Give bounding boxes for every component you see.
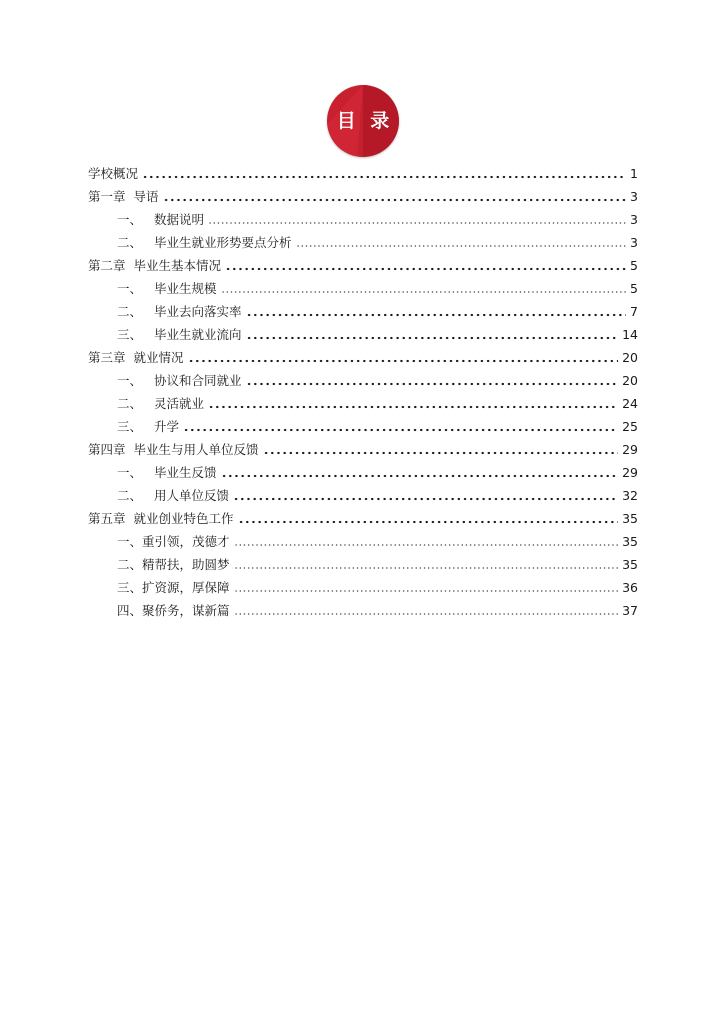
toc-entry-label: 毕业生就业流向 [154,327,242,342]
toc-dot-leader [234,558,619,570]
toc-entry-label-group [88,326,242,343]
toc-entry-page-number: 35 [622,534,638,549]
toc-dot-leader [208,397,618,409]
toc-entry-label: 重引领，茂德才 [142,534,230,549]
toc-entry-label: 就业情况 [133,350,184,365]
toc-entry-page-number: 20 [622,373,638,388]
toc-entry[interactable] [88,159,638,182]
toc-entry-number: 第三章 [88,350,126,365]
toc-entry-page-number: 29 [622,465,638,480]
toc-entry-number: 二、 [117,557,143,572]
toc-entry-page-number: 25 [622,419,638,434]
toc-dot-leader [233,489,618,501]
toc-entry[interactable] [88,527,638,550]
toc-dot-leader [163,190,626,202]
toc-entry[interactable] [88,274,638,297]
toc-entry-label: 就业创业特色工作 [133,511,234,526]
toc-entry-label-group [88,510,234,527]
toc-entry[interactable] [88,228,638,251]
toc-entry[interactable] [88,550,638,573]
toc-entry-label: 协议和合同就业 [154,373,242,388]
toc-dot-leader [188,351,619,363]
toc-dot-leader [238,512,619,524]
toc-entry-number: 第一章 [88,189,126,204]
toc-entry-number: 三、 [117,419,143,434]
toc-entry[interactable] [88,504,638,527]
toc-title-badge [327,85,399,157]
toc-entry-number: 第五章 [88,511,126,526]
toc-entry[interactable] [88,573,638,596]
toc-entry-label-group [88,280,217,297]
toc-entry-label-group [88,349,184,366]
toc-title: 目 录 [336,110,394,132]
toc-dot-leader [246,305,626,317]
toc-entry-label: 毕业生就业形势要点分析 [154,235,292,250]
toc-entry[interactable] [88,366,638,389]
toc-entry-page-number: 32 [622,488,638,503]
toc-entry-label-group [88,165,138,182]
toc-entry-page-number: 3 [630,235,638,250]
toc-entry-label: 扩资源，厚保障 [142,580,230,595]
toc-entry-label: 精帮扶，助圆梦 [142,557,230,572]
toc-entry-number: 一、 [117,534,143,549]
toc-dot-leader [234,581,619,593]
toc-entry-label: 升学 [154,419,180,434]
toc-entry-page-number: 36 [622,580,638,595]
toc-entry-page-number: 35 [622,557,638,572]
toc-dot-leader [142,167,626,179]
toc-entry-number: 一、 [117,465,143,480]
toc-entry-page-number: 7 [630,304,638,319]
toc-entry[interactable] [88,389,638,412]
toc-entry[interactable] [88,320,638,343]
toc-entry-number: 三、 [117,327,143,342]
toc-entry-label-group [88,464,217,481]
toc-dot-leader [221,466,619,478]
toc-entry-label-group [88,487,229,504]
toc-entry[interactable] [88,596,638,619]
toc-entry-label-group [88,257,221,274]
toc-entry-number: 第二章 [88,258,126,273]
toc-entry[interactable] [88,205,638,228]
toc-entry-page-number: 14 [622,327,638,342]
toc-dot-leader [246,374,619,386]
toc-dot-leader [208,213,626,225]
toc-dot-leader [296,236,626,248]
toc-entry-label-group [88,303,242,320]
toc-entry-label: 毕业生规模 [154,281,217,296]
toc-entry-label: 数据说明 [154,212,205,227]
toc-entry-page-number: 3 [630,212,638,227]
toc-dot-leader [221,282,626,294]
toc-entry-page-number: 3 [630,189,638,204]
toc-entry-label-group [88,556,230,573]
toc-entry-label: 导语 [133,189,159,204]
toc-entry-label-group [88,234,292,251]
toc-dot-leader [246,328,619,340]
toc-entry[interactable] [88,481,638,504]
toc-entry-page-number: 5 [630,281,638,296]
toc-entry[interactable] [88,182,638,205]
toc-dot-leader [234,604,619,616]
toc-entry-label: 灵活就业 [154,396,205,411]
toc-dot-leader [225,259,626,271]
toc-dot-leader [263,443,619,455]
table-of-contents [88,159,638,619]
toc-entry-label: 学校概况 [88,166,139,181]
toc-entry-label-group [88,372,242,389]
toc-entry-label-group [88,533,230,550]
toc-entry-label-group [88,418,179,435]
toc-entry-number: 二、 [117,235,143,250]
toc-entry-page-number: 37 [622,603,638,618]
toc-entry-page-number: 1 [630,166,638,181]
toc-dot-leader [183,420,618,432]
toc-entry-label-group [88,579,230,596]
toc-entry-label-group [88,395,204,412]
toc-entry-label: 用人单位反馈 [154,488,230,503]
toc-entry-page-number: 29 [622,442,638,457]
toc-entry[interactable] [88,412,638,435]
toc-entry-label-group [88,441,259,458]
toc-entry-page-number: 20 [622,350,638,365]
toc-entry[interactable] [88,458,638,481]
toc-entry-label: 毕业生基本情况 [133,258,222,273]
toc-entry-number: 二、 [117,488,143,503]
toc-entry-number: 二、 [117,396,143,411]
toc-entry-label: 毕业生反馈 [154,465,217,480]
toc-entry-label: 毕业生与用人单位反馈 [133,442,259,457]
toc-entry-number: 一、 [117,281,143,296]
toc-entry[interactable] [88,251,638,274]
toc-entry[interactable] [88,297,638,320]
toc-entry-number: 二、 [117,304,143,319]
toc-entry[interactable] [88,343,638,366]
toc-entry-label-group [88,188,159,205]
toc-entry-number: 三、 [117,580,143,595]
toc-entry-label: 毕业去向落实率 [154,304,242,319]
toc-entry-number: 第四章 [88,442,126,457]
toc-entry-label-group [88,211,204,228]
toc-entry-number: 一、 [117,212,143,227]
toc-entry-label: 聚侨务，谋新篇 [142,603,230,618]
toc-dot-leader [234,535,619,547]
toc-entry-page-number: 5 [630,258,638,273]
toc-entry-number: 一、 [117,373,143,388]
toc-entry-number: 四、 [117,603,143,618]
toc-entry-page-number: 35 [622,511,638,526]
toc-entry[interactable] [88,435,638,458]
toc-entry-page-number: 24 [622,396,638,411]
toc-entry-label-group [88,602,230,619]
